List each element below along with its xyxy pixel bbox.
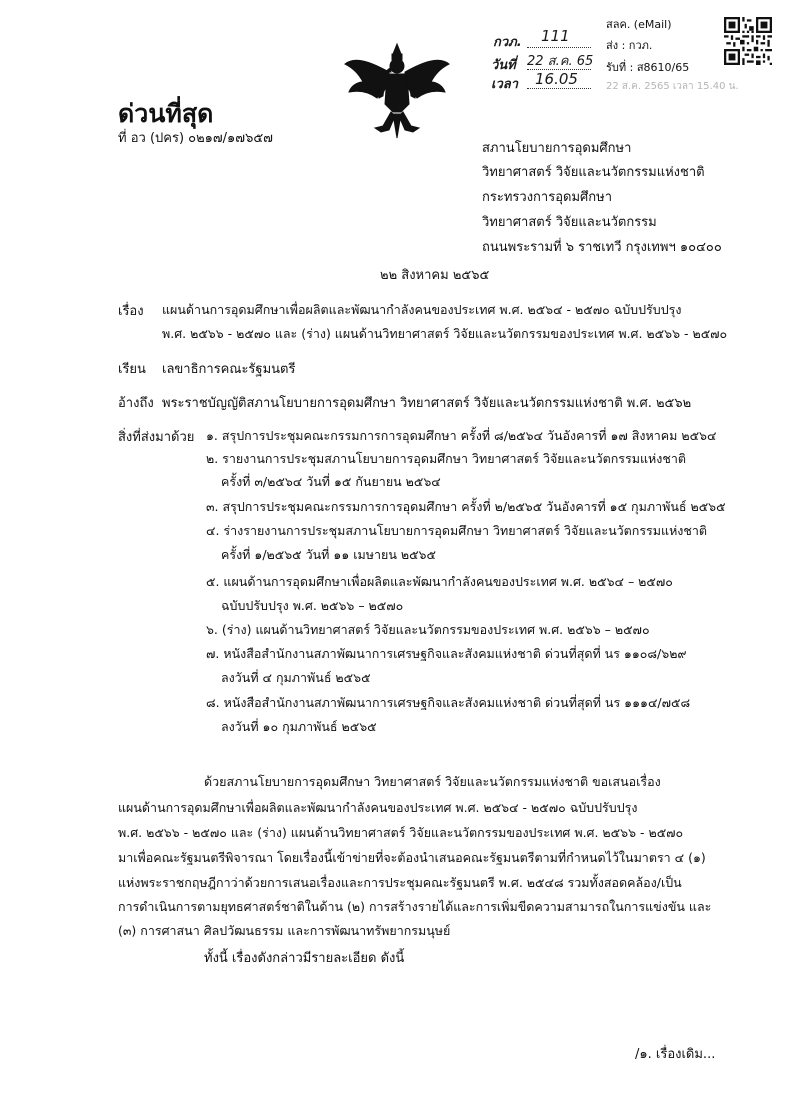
sender-address-line: ถนนพระรามที่ ๖ ราชเทวี กรุงเทพฯ ๑๐๔๐๐ xyxy=(482,240,722,255)
sender-address-line: วิทยาศาสตร์ วิจัยและนวัตกรรมแห่งชาติ xyxy=(482,165,705,180)
receipt-time-line xyxy=(527,88,591,89)
body-line: พ.ศ. ๒๕๖๖ - ๒๕๗๐ และ (ร่าง) แผนด้านวิทยาศาสตร์ วิจัยและนวัตกรรมของประเทศ พ.ศ. ๒๕๖๖ - ๒๕๗๐ xyxy=(118,825,684,840)
enclosure-item: ลงวันที่ ๑๐ กุมภาพันธ์ ๒๕๖๕ xyxy=(221,719,377,734)
detail-line: ทั้งนี้ เรื่องดังกล่าวมีรายละเอียด ดังนี้ xyxy=(204,951,405,966)
continuation-marker: /๑. เรื่องเดิม... xyxy=(635,1047,716,1062)
receipt-date-value: 22 ส.ค. 65 xyxy=(527,54,594,69)
document-number: ที่ อว (ปคร) ๐๒๑๗/๑๗๖๕๗ xyxy=(118,131,273,146)
urgency-heading: ด่วนที่สุด xyxy=(118,99,214,128)
body-line: การดำเนินการตามยุทธศาสตร์ชาติในด้าน (๒) การสร้างรายได้และการเพิ่มขีดความสามารถในการแข่งขัน และ xyxy=(118,899,712,914)
enclosure-item: ๘. หนังสือสำนักงานสภาพัฒนาการเศรษฐกิจและสังคมแห่งชาติ ด่วนที่สุดที่ นร ๑๑๑๔/๗๕๘ xyxy=(206,695,691,710)
receipt-time-value: 16.05 xyxy=(535,70,578,88)
qr-code-icon xyxy=(724,17,772,65)
sender-address-line: วิทยาศาสตร์ วิจัยและนวัตกรรม xyxy=(482,215,657,230)
enclosure-item: ครั้งที่ ๓/๒๕๖๔ วันที่ ๑๕ กันยายน ๒๕๖๔ xyxy=(221,474,441,489)
enclosure-item: ๗. หนังสือสำนักงานสภาพัฒนาการเศรษฐกิจและสังคมแห่งชาติ ด่วนที่สุดที่ นร ๑๑๐๘/๖๒๙ xyxy=(206,646,687,661)
body-line: แห่งพระราชกฤษฎีกาว่าด้วยการเสนอเรื่องและการประชุมคณะรัฐมนตรี พ.ศ. ๒๕๔๘ รวมทั้งสอดคล้อง/เป็น xyxy=(118,875,682,890)
garuda-emblem-icon xyxy=(341,42,453,142)
reference-label: อ้างถึง xyxy=(118,396,154,411)
subject-line: พ.ศ. ๒๕๖๖ - ๒๕๗๐ และ (ร่าง) แผนด้านวิทยาศาสตร์ วิจัยและนวัตกรรมของประเทศ พ.ศ. ๒๕๖๖ - ๒๕๗๐ xyxy=(162,326,728,341)
subject-line: แผนด้านการอุดมศึกษาเพื่อผลิตและพัฒนากำลังคนของประเทศ พ.ศ. ๒๕๖๔ - ๒๕๗๐ ฉบับปรับปรุง xyxy=(162,302,682,317)
enclosure-item: ๓. สรุปการประชุมคณะกรรมการการอุดมศึกษา ครั้งที่ ๒/๒๕๖๕ วันอังคารที่ ๑๕ กุมภาพันธ์ ๒๕๖๕ xyxy=(206,499,726,514)
enclosure-item: ๕. แผนด้านการอุดมศึกษาเพื่อผลิตและพัฒนากำลังคนของประเทศ พ.ศ. ๒๕๖๔ – ๒๕๗๐ xyxy=(206,574,673,589)
enclosure-item: ๑. สรุปการประชุมคณะกรรมการการอุดมศึกษา ครั้งที่ ๘/๒๕๖๔ วันอังคารที่ ๑๗ สิงหาคม ๒๕๖๔ xyxy=(206,428,717,443)
enclosure-item: ฉบับปรับปรุง พ.ศ. ๒๕๖๖ – ๒๕๗๐ xyxy=(221,598,404,613)
receipt-time-label: เวลา xyxy=(491,77,519,92)
receipt-office-number: 111 xyxy=(541,27,570,45)
body-line: แผนด้านการอุดมศึกษาเพื่อผลิตและพัฒนากำลังคนของประเทศ พ.ศ. ๒๕๖๔ - ๒๕๗๐ ฉบับปรับปรุง xyxy=(118,800,638,815)
sender-address-line: กระทรวงการอุดมศึกษา xyxy=(482,190,612,205)
reference-value: พระราชบัญญัติสภานโยบายการอุดมศึกษา วิทยาศาสตร์ วิจัยและนวัตกรรมแห่งชาติ พ.ศ. ๒๕๖๒ xyxy=(162,396,692,411)
email-stamp-line4: 22 ส.ค. 2565 เวลา 15.40 น. xyxy=(606,81,739,92)
enclosure-item: ลงวันที่ ๔ กุมภาพันธ์ ๒๕๖๕ xyxy=(221,670,371,685)
enclosure-item: ๒. รายงานการประชุมสภานโยบายการอุดมศึกษา วิทยาศาสตร์ วิจัยและนวัตกรรมแห่งชาติ xyxy=(206,451,686,466)
letter-date: ๒๒ สิงหาคม ๒๕๖๕ xyxy=(380,268,490,283)
enclosure-item: ครั้งที่ ๑/๒๕๖๕ วันที่ ๑๑ เมษายน ๒๕๖๕ xyxy=(221,547,436,562)
subject-label: เรื่อง xyxy=(118,304,144,319)
recipient-value: เลขาธิการคณะรัฐมนตรี xyxy=(162,362,296,377)
receipt-office-label: กวภ. xyxy=(493,35,522,50)
email-stamp-line2: ส่ง : กวภ. xyxy=(606,39,653,52)
sender-address-line: สภานโยบายการอุดมศึกษา xyxy=(482,141,632,156)
enclosure-item: ๖. (ร่าง) แผนด้านวิทยาศาสตร์ วิจัยและนวัตกรรมของประเทศ พ.ศ. ๒๕๖๖ – ๒๕๗๐ xyxy=(206,622,650,637)
email-stamp-line1: สลค. (eMail) xyxy=(606,18,672,31)
enclosure-item: ๔. ร่างรายงานการประชุมสภานโยบายการอุดมศึกษา วิทยาศาสตร์ วิจัยและนวัตกรรมแห่งชาติ xyxy=(206,523,708,538)
receipt-date-label: วันที่ xyxy=(491,58,516,73)
receipt-office-line xyxy=(527,47,591,48)
recipient-label: เรียน xyxy=(118,362,146,377)
body-line: ด้วยสภานโยบายการอุดมศึกษา วิทยาศาสตร์ วิจัยและนวัตกรรมแห่งชาติ ขอเสนอเรื่อง xyxy=(204,774,661,789)
body-line: มาเพื่อคณะรัฐมนตรีพิจารณา โดยเรื่องนี้เข้าข่ายที่จะต้องนำเสนอคณะรัฐมนตรีตามที่กำหนดไว้ในมาตรา ๔ (๑) xyxy=(118,850,706,865)
enclosures-label: สิ่งที่ส่งมาด้วย xyxy=(118,430,195,445)
email-stamp-line3: รับที่ : ส8610/65 xyxy=(606,61,690,74)
body-line: (๓) การศาสนา ศิลปวัฒนธรรม และการพัฒนาทรัพยากรมนุษย์ xyxy=(118,923,451,938)
